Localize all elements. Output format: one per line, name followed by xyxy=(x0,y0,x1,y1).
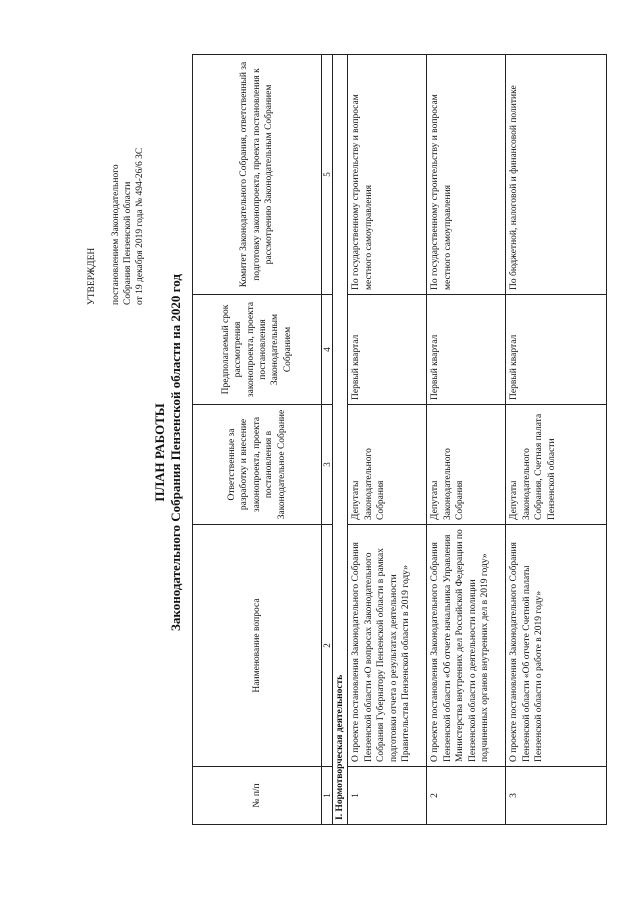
row-responsible: Депутаты Законодательного Собрания, Счетная палата Пензенской области xyxy=(506,405,607,525)
approval-line: от 19 декабря 2019 года № 494-26/6 ЗС xyxy=(135,147,145,305)
column-number: 4 xyxy=(322,295,333,405)
header-number: № п/п xyxy=(193,767,322,825)
section-row xyxy=(333,55,348,825)
approval-heading: УТВЕРЖДЕН xyxy=(87,247,97,305)
header-term: Предполагаемый срок рассмотрения законопроекта, проекта постановления Законодательным Собранием xyxy=(193,295,322,405)
row-term: Первый квартал xyxy=(427,295,506,405)
column-number: 1 xyxy=(322,767,333,825)
table-row xyxy=(348,55,427,825)
row-committee: По бюджетной, налоговой и финансовой политике xyxy=(506,55,607,295)
row-number: 1 xyxy=(348,767,427,825)
table-row xyxy=(427,55,506,825)
header-committee: Комитет Законодательного Собрания, ответственный за подготовку законопроекта, проекта постановления к рассмотрению Законодательным Собранием xyxy=(193,55,322,295)
approval-block xyxy=(86,55,146,305)
section-title: I. Нормотворческая деятельность xyxy=(333,55,348,825)
row-question: О проекте постановления Законодательного Собрания Пензенской области «О вопросах Законодательного Собрания Губернатору Пензенской области в рамках подготовки отчета о результатах деятельности Правительства Пензенской области в 2019 году» xyxy=(348,525,427,767)
title-line-2: Законодательного Собрания Пензенской области на 2020 год xyxy=(168,274,183,631)
header-question: Наименование вопроса xyxy=(193,525,322,767)
approval-line: постановлением Законодательного xyxy=(111,164,121,305)
work-plan-table xyxy=(192,54,607,825)
row-question: О проекте постановления Законодательного Собрания Пензенской области «Об отчете начальника Управления Министерства внутренних дел Российской Федерации по Пензенской области о деятельности полиции подчиненных органов внутренних дел в 2019 году» xyxy=(427,525,506,767)
row-responsible: Депутаты Законодательного Собрания xyxy=(348,405,427,525)
column-number-row xyxy=(322,55,333,825)
row-committee: По государственному строительству и вопросам местного самоуправления xyxy=(348,55,427,295)
row-responsible: Депутаты Законодательного Собрания xyxy=(427,405,506,525)
row-committee: По государственному строительству и вопросам местного самоуправления xyxy=(427,55,506,295)
row-term: Первый квартал xyxy=(348,295,427,405)
row-question: О проекте постановления Законодательного Собрания Пензенской области «Об отчете Счетной палаты Пензенской области о работе в 2019 году» xyxy=(506,525,607,767)
header-responsible: Ответственные за разработку и внесение законопроекта, проекта постановления в Законодательное Собрание xyxy=(193,405,322,525)
approval-line: Собрания Пензенской области xyxy=(123,181,133,305)
row-number: 3 xyxy=(506,767,607,825)
table-header-row xyxy=(193,55,322,825)
column-number: 2 xyxy=(322,525,333,767)
row-term: Первый квартал xyxy=(506,295,607,405)
column-number: 3 xyxy=(322,405,333,525)
document-title xyxy=(152,0,184,905)
column-number: 5 xyxy=(322,55,333,295)
title-line-1: ПЛАН РАБОТЫ xyxy=(152,403,167,502)
row-number: 2 xyxy=(427,767,506,825)
table-row xyxy=(506,55,607,825)
